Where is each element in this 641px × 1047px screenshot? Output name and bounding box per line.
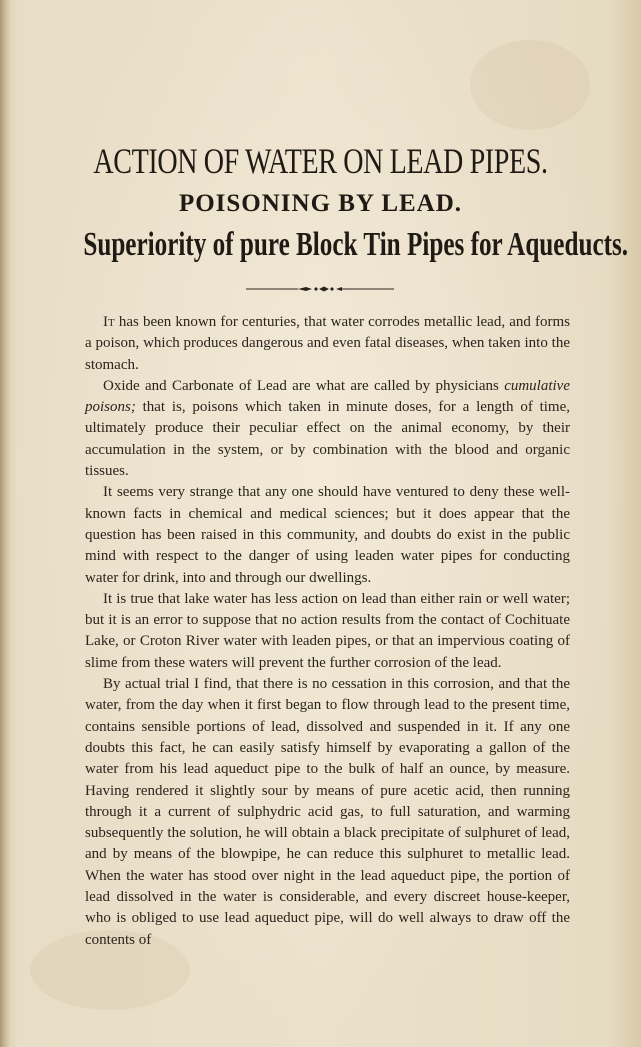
paper-stain <box>470 40 590 130</box>
paragraph: It seems very strange that any one should have ventured to deny these well-known facts in chemical and medical sciences; but it does appear that the question has been raised in this community, and doubts do exist in the public mind with respect to the danger of using leaden water pipes for conducting water for drink, into and through our dwellings. <box>85 484 570 586</box>
drop-lead-word: It <box>103 314 115 330</box>
document-subtitle: POISONING BY LEAD. <box>178 190 463 217</box>
document-tagline: Superiority of pure Block Tin Pipes for Aqueducts. <box>83 226 629 263</box>
paragraph-text: has been known for centuries, that water corrodes metallic lead, and forms a poison, which produces dangerous and even fatal diseases, when taken into the stomach. <box>85 314 570 373</box>
article-body <box>85 312 570 951</box>
paragraph-text: Oxide and Carbonate of Lead are what are called by physicians <box>103 377 505 394</box>
paragraph <box>85 312 570 376</box>
italic-term: cumulative poisons; <box>85 377 570 416</box>
paragraph <box>85 376 570 482</box>
paragraph: It is true that lake water has less action on lead than either rain or well water; but it is an error to suppose that no action results from the contact of Cochituate Lake, or Croton River water with leaden pipes, or that an impervious coating of slime from these waters will prevent the further corrosion of the lead. <box>85 590 570 671</box>
binding-edge <box>0 0 10 1047</box>
paragraph: By actual trial I find, that there is no cessation in this corrosion, and that the water, from the day when it first began to flow through lead to the present time, contains sensible portions of lead, dissolved and suspended in it. If any one doubts this fact, he can easily satisfy himself by evaporating a gallon of the water from his lead aqueduct pipe to the bulk of half an ounce, by measure. Having rendered it slightly sour by means of pure acetic acid, then running through it a current of sulphydric acid gas, to full saturation, and warming subsequently the solution, he will obtain a black precipitate of sulphuret of lead, and by means of the blowpipe, he can reduce this sulphuret to metallic lead. When the water has stood over night in the lead aqueduct pipe, the portion of lead dissolved in the water is considerable, and every discreet house-keeper, who is obliged to use lead aqueduct pipe, will do well always to draw off the contents of <box>85 676 570 948</box>
document-title: ACTION OF WATER ON LEAD PIPES. <box>93 141 548 181</box>
paragraph-text: that is, poisons which taken in minute doses, for a length of time, ultimately produce their peculiar effect on the animal economy, by their accumulation in the system, or by combination with the blood and organic tissues. <box>85 399 570 480</box>
ornament-divider <box>246 285 394 293</box>
